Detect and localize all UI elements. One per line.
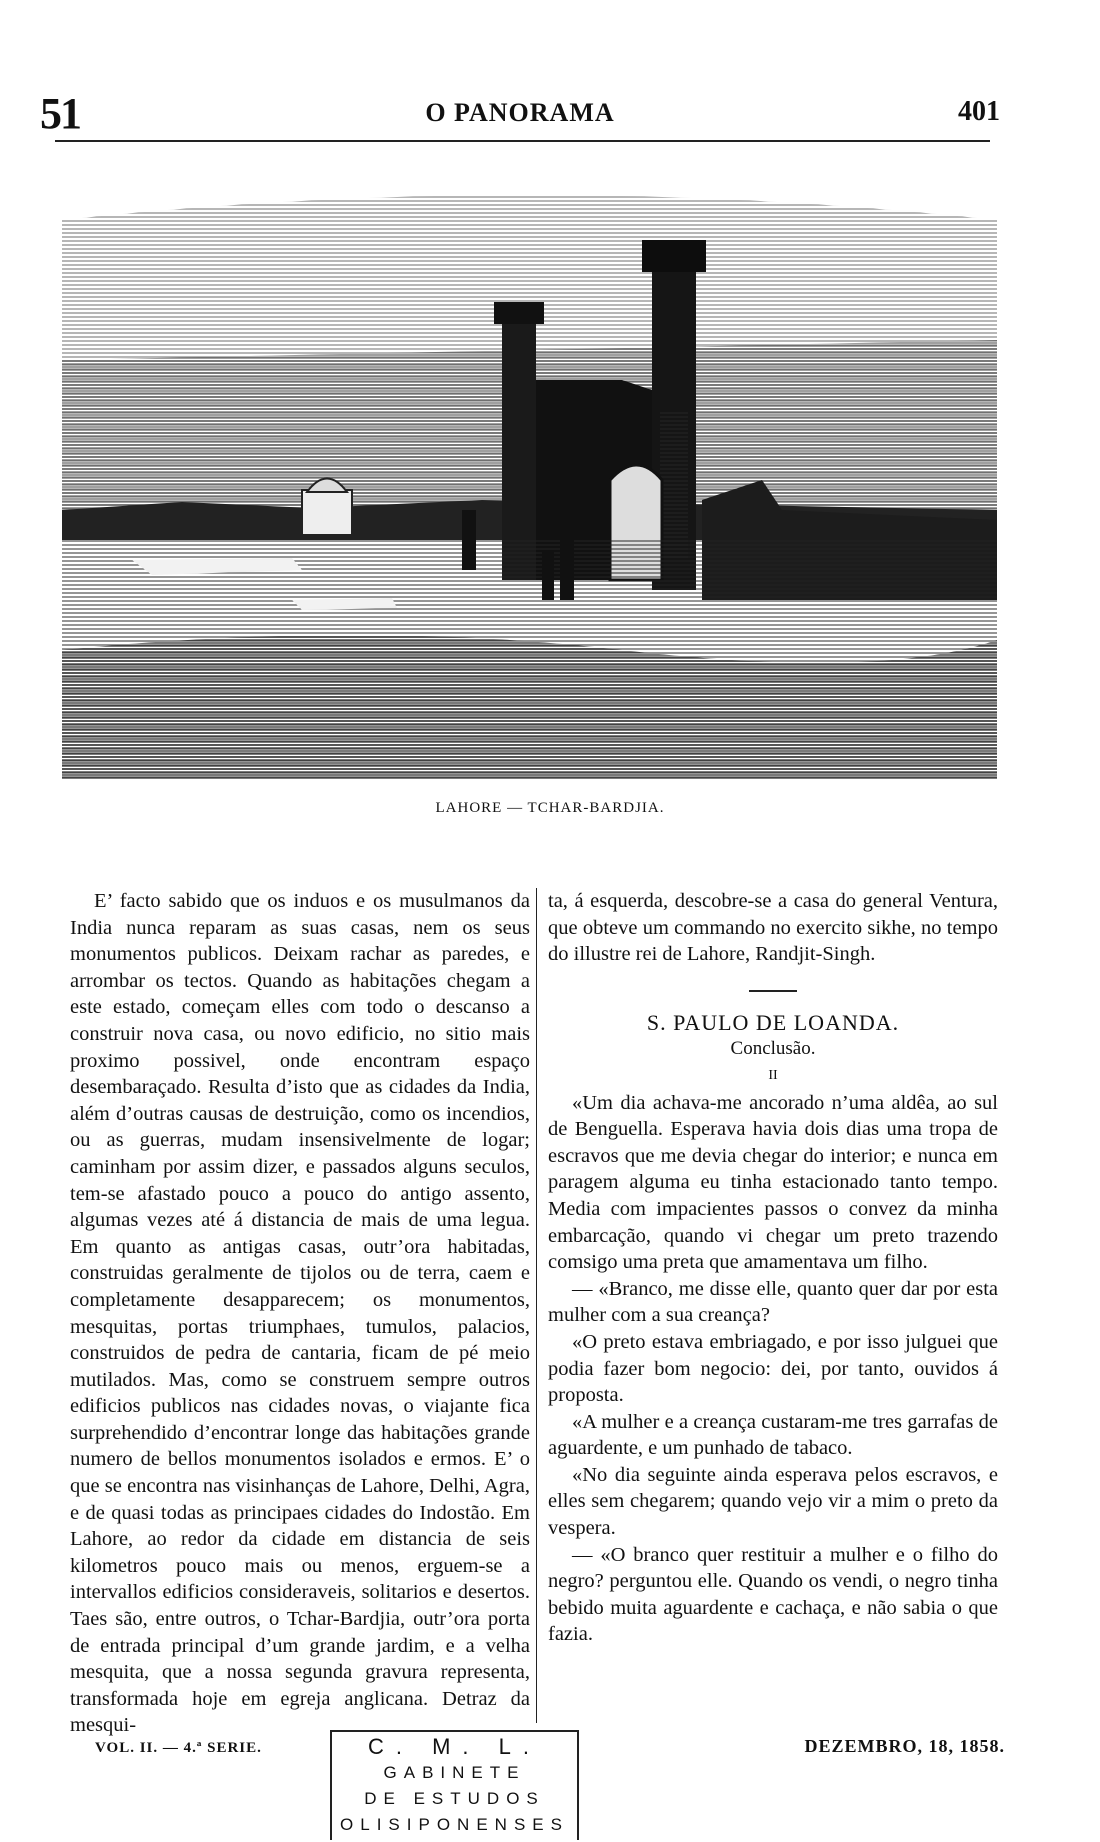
stamp-line: DE ESTUDOS: [364, 1789, 545, 1808]
figure-caption: LAHORE — TCHAR-BARDJIA.: [435, 800, 665, 816]
date-footer: DEZEMBRO, 18, 1858.: [804, 1736, 1005, 1756]
header-rule: [55, 140, 990, 142]
section-title: S. PAULO DE LOANDA.: [646, 1009, 900, 1035]
body-paragraph: «A mulher e a creança custaram-me tres garrafas de aguardente, e um punhado de tabaco.: [548, 1410, 998, 1460]
left-column: [70, 888, 530, 1739]
body-paragraph: «No dia seguinte ainda esperava pelos escravos, e elles sem chegarem; quando vejo vir a mim o preto da vespera.: [548, 1463, 998, 1540]
column-divider: [536, 888, 537, 1723]
body-paragraph: — «O branco quer restituir a mulher e o filho do negro? perguntou elle. Quando os vendi, o negro tinha bebido muita aguardente e cachaça, e não sabia o que fazia.: [548, 1543, 998, 1646]
volume-footer: VOL. II. — 4.ª SERIE.: [95, 1740, 262, 1756]
engraving-illustration: [62, 180, 997, 780]
journal-title: O PANORAMA: [425, 98, 615, 127]
stamp-line: C. M. L.: [367, 1734, 541, 1759]
continuation-paragraph: ta, á esquerda, descobre-se a casa do general Ventura, que obteve um commando no exercito sikhe, no tempo do illustre rei de Lahore, Randjit-Singh.: [548, 890, 998, 966]
body-paragraph: E’ facto sabido que os induos e os musulmanos da India nunca reparam as suas casas, nem os seus monumentos publicos. Deixam rachar as paredes, e arrombar os tectos. Quando as habitações chegam a este estado, começam elles com todo o descanso a construir nova casa, ou novo edificio, no sitio mais proximo possivel, onde encontram espaço desembaraçado. Resulta d’isto que as cidades da India, além d’outras causas de destruição, como os incendios, ou as guerras, mudam insensivelmente de logar; caminham por assim dizer, e passados alguns seculos, tem-se afastado pouco a pouco do antigo assento, algumas vezes até á distancia de mais de uma legua. Em quanto as antigas casas, outr’ora habitadas, construidas geralmente de tijolos ou de terra, caem e completamente desapparecem; os monumentos, mesquitas, portas triumphaes, tumulos, palacios, construidos de pedra de cantaria, ficam de pé meio mutilados. Mas, como se construem sempre outros edificios publicos nas cidades novas, o viajante fica surprehendido d’encontrar longe das habitações grande numero de bellos monumentos isolados e ermos. E’ o que se encontra nas visinhanças de Lahore, Delhi, Agra, e de quasi todas as principaes cidades do Indostão. Em Lahore, ao redor da cidade em distancia de seis kilometros pouco mais ou menos, erguem-se a intervallos edificios consideraveis, solitarios e desertos. Taes são, entre outros, o Tchar-Bardjia, outr’ora porta de entrada principal d’um grande jardim, e a velha mesquita, que a nossa segunda gravura representa, transformada hoje em egreja anglicana. Detraz da mesqui-: [70, 890, 530, 1737]
section-rule: [749, 990, 797, 992]
section-number: II: [768, 1067, 778, 1083]
section-subtitle: Conclusão.: [730, 1038, 816, 1060]
page-header: [40, 88, 1000, 138]
body-paragraph: «Um dia achava-me ancorado n’uma aldêa, ao sul de Benguella. Esperava havia dois dias uma tropa de escravos que me devia chegar do interior; e nunca em paragem alguma eu tinha estacionado tanto tempo. Media com impacientes passos o convez da minha embarcação, quando vi chegar um preto trazendo comsigo uma preta que amamentava um filho.: [548, 1091, 998, 1274]
library-stamp: [330, 1730, 579, 1840]
stamp-line: OLISIPONENSES: [340, 1815, 569, 1834]
stamp-line: GABINETE: [383, 1763, 526, 1782]
page-number-left: 51: [40, 89, 80, 138]
body-paragraph: — «Branco, me disse elle, quanto quer dar por esta mulher com a sua creança?: [548, 1277, 998, 1327]
page-number-right: 401: [958, 96, 1000, 127]
body-paragraph: «O preto estava embriagado, e por isso julguei que podia fazer bom negocio: dei, por tanto, ouvidos á proposta.: [548, 1330, 998, 1407]
right-column: [548, 888, 998, 1648]
